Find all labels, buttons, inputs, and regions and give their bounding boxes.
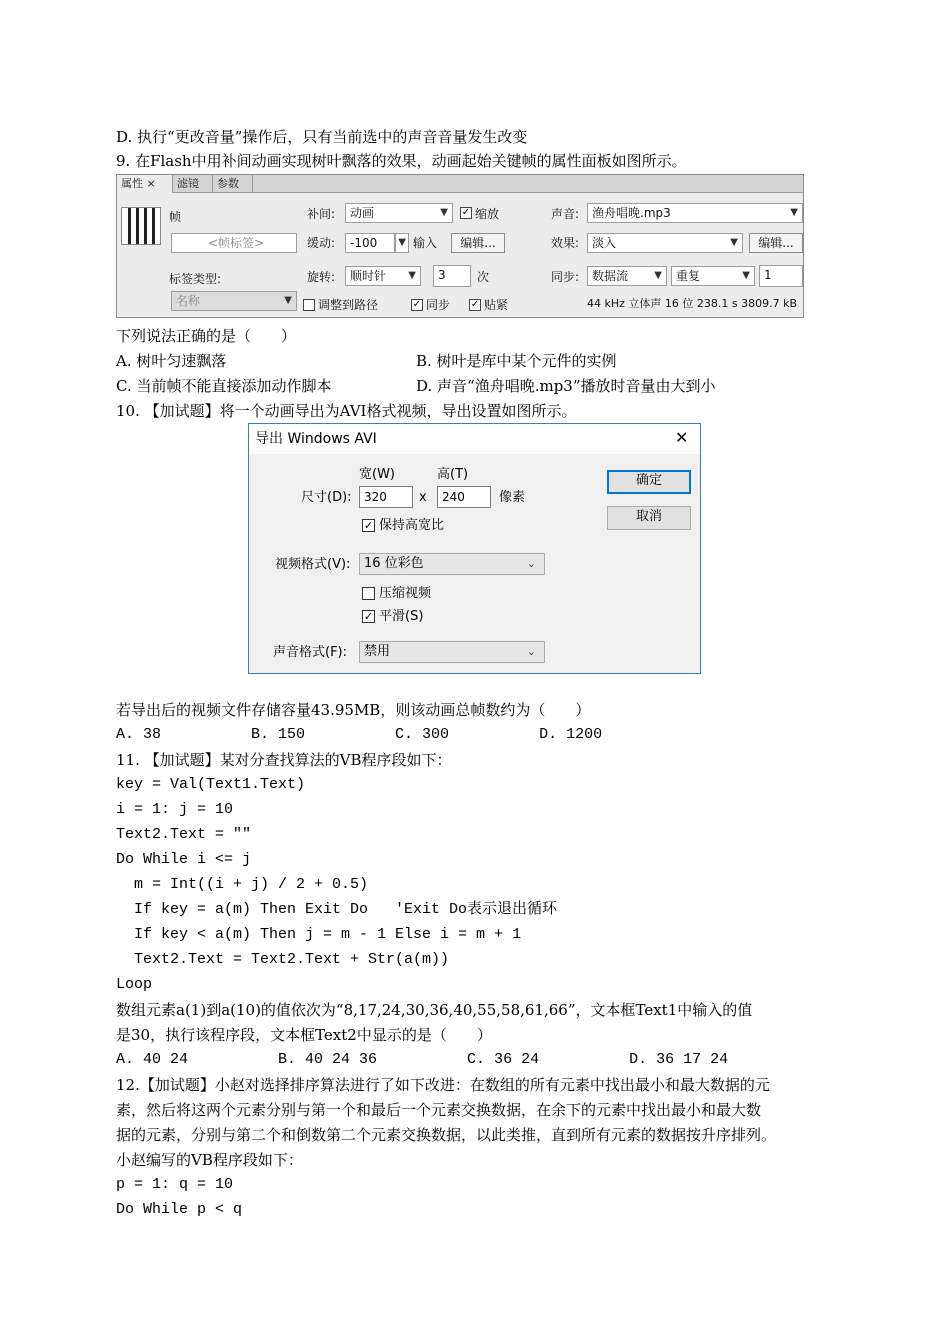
chevron-down-icon: ▼ xyxy=(440,207,448,218)
repeat-select[interactable] xyxy=(671,266,755,286)
q9-option-c: C. 当前帧不能直接添加动作脚本 xyxy=(116,377,332,395)
tween-label: 补间: xyxy=(307,207,336,221)
height-input[interactable]: 240 xyxy=(437,486,491,508)
ease-edit-button[interactable]: 编辑... xyxy=(451,233,505,253)
q11-array-text: 数组元素a(1)到a(10)的值依次为“8,17,24,30,36,40,55,58,61,66”，文本框Text1中输入的值 xyxy=(116,1001,753,1019)
effect-select[interactable] xyxy=(587,233,743,253)
sound-info: 44 kHz 立体声 16 位 238.1 s 3809.7 kB xyxy=(587,297,798,310)
sync-label: 同步 xyxy=(426,298,451,312)
ease-dropdown[interactable] xyxy=(395,233,409,253)
height-label: 高(T) xyxy=(437,467,469,482)
rotate-label: 旋转: xyxy=(307,270,336,284)
chevron-down-icon: ⌄ xyxy=(526,557,536,570)
effect-label: 效果: xyxy=(551,236,580,250)
frame-name-input[interactable]: <帧标签> xyxy=(171,233,297,253)
q9-option-d: D. 声音“渔舟唱晚.mp3”播放时音量由大到小 xyxy=(416,377,716,395)
effect-value: 淡入 xyxy=(592,236,617,250)
sync-checkbox[interactable]: ✓ xyxy=(412,299,422,310)
code-line: Do While p < q xyxy=(116,1201,243,1218)
q11-options: A. 40 24 B. 40 24 36 C. 36 24 D. 36 17 24 xyxy=(116,1051,729,1068)
size-x: x xyxy=(419,490,427,505)
video-format-select[interactable] xyxy=(359,553,545,575)
sound-label: 声音: xyxy=(551,207,580,221)
chevron-down-icon: ⌄ xyxy=(526,645,536,658)
chevron-down-icon: ▼ xyxy=(398,237,406,248)
cancel-button[interactable]: 取消 xyxy=(607,506,691,530)
sound-format-label: 声音格式(F): xyxy=(273,645,348,660)
video-format-value: 16 位彩色 xyxy=(364,556,424,571)
width-input[interactable]: 320 xyxy=(359,486,413,508)
sync-mode-select[interactable] xyxy=(587,266,667,286)
q11-prompt: 是30，执行该程序段，文本框Text2中显示的是（ ） xyxy=(116,1026,492,1044)
code-line: Loop xyxy=(116,976,153,993)
question-12-text: 据的元素，分别与第二个和倒数第二个元素交换数据，以此类推，直到所有元素的数据按升序排列。 xyxy=(116,1126,777,1144)
snap-checkbox[interactable]: ✓ xyxy=(470,299,480,310)
rotate-times-input[interactable]: 3 xyxy=(433,265,471,287)
code-line: If key < a(m) Then j = m - 1 Else i = m + 1 xyxy=(116,926,522,943)
sound-select[interactable] xyxy=(587,203,803,223)
question-12-stem: 12.【加试题】小赵对选择排序算法进行了如下改进：在数组的所有元素中找出最小和最大数据的元 xyxy=(116,1076,770,1094)
question-12-text: 小赵编写的VB程序段如下： xyxy=(116,1151,303,1169)
ease-label: 缓动: xyxy=(307,236,336,250)
question-9-stem: 9. 在Flash中用补间动画实现树叶飘落的效果，动画起始关键帧的属性面板如图所示。 xyxy=(116,152,687,170)
question-12-text: 素，然后将这两个元素分别与第一个和最后一个元素交换数据，在余下的元素中找出最小和最大数 xyxy=(116,1101,762,1119)
chevron-down-icon: ▼ xyxy=(790,207,798,218)
tween-value: 动画 xyxy=(350,206,375,220)
dialog-title: 导出 Windows AVI xyxy=(255,431,377,447)
label-type-value: 名称 xyxy=(176,294,201,308)
sound-format-value: 禁用 xyxy=(364,644,391,659)
orient-path-label: 调整到路径 xyxy=(318,298,379,312)
compress-label: 压缩视频 xyxy=(379,586,432,601)
code-line: key = Val(Text1.Text) xyxy=(116,776,306,793)
chevron-down-icon: ▼ xyxy=(730,237,738,248)
code-line: i = 1: j = 10 xyxy=(116,801,234,818)
chevron-down-icon: ▼ xyxy=(742,270,750,281)
export-avi-dialog xyxy=(248,423,701,674)
code-line: p = 1: q = 10 xyxy=(116,1176,234,1193)
chevron-down-icon: ▼ xyxy=(654,270,662,281)
tab-properties[interactable]: 属性 × xyxy=(117,175,173,193)
frame-icon xyxy=(121,207,161,245)
code-line: Do While i <= j xyxy=(116,851,252,868)
rotate-value: 顺时针 xyxy=(350,269,387,283)
q9-option-a: A. 树叶匀速飘落 xyxy=(116,352,227,370)
panel-tabs xyxy=(117,175,803,193)
times-unit: 次 xyxy=(477,270,490,284)
keep-ratio-label: 保持高宽比 xyxy=(379,518,445,533)
keep-ratio-checkbox[interactable]: ✓ xyxy=(363,519,374,532)
q10-prompt: 若导出后的视频文件存储容量43.95MB，则该动画总帧数约为（ ） xyxy=(116,701,591,719)
ok-button[interactable]: 确定 xyxy=(607,470,691,494)
flash-property-panel xyxy=(116,174,804,318)
code-line: m = Int((i + j) / 2 + 0.5) xyxy=(116,876,369,893)
video-format-label: 视频格式(V): xyxy=(275,557,351,572)
sync-mode-label: 同步: xyxy=(551,270,580,284)
chevron-down-icon: ▼ xyxy=(284,295,292,306)
repeat-count-input[interactable]: 1 xyxy=(759,265,803,287)
frame-label: 帧 xyxy=(169,210,182,224)
code-line: If key = a(m) Then Exit Do 'Exit Do表示退出循环 xyxy=(116,901,558,918)
code-line: Text2.Text = Text2.Text + Str(a(m)) xyxy=(116,951,450,968)
sound-format-select[interactable] xyxy=(359,641,545,663)
code-line: Text2.Text = "" xyxy=(116,826,252,843)
repeat-value: 重复 xyxy=(676,269,701,283)
label-type-label: 标签类型: xyxy=(169,272,222,286)
sound-value: 渔舟唱晚.mp3 xyxy=(592,206,671,220)
sync-mode-value: 数据流 xyxy=(592,269,629,283)
size-label: 尺寸(D): xyxy=(301,490,352,505)
smooth-label: 平滑(S) xyxy=(379,609,424,624)
scale-label: 缩放 xyxy=(475,207,500,221)
effect-edit-button[interactable]: 编辑... xyxy=(749,233,803,253)
ease-input-label: 输入 xyxy=(413,236,438,250)
smooth-checkbox[interactable]: ✓ xyxy=(363,610,374,623)
snap-label: 贴紧 xyxy=(484,298,509,312)
pixel-unit: 像素 xyxy=(499,490,526,505)
scale-checkbox[interactable]: ✓ xyxy=(461,207,471,218)
question-11-stem: 11. 【加试题】某对分查找算法的VB程序段如下： xyxy=(116,751,452,769)
tab-parameters[interactable]: 参数 xyxy=(213,175,253,193)
tab-filters[interactable]: 滤镜 xyxy=(173,175,213,193)
q10-options: A. 38 B. 150 C. 300 D. 1200 xyxy=(116,726,603,743)
q9-prompt: 下列说法正确的是（ ） xyxy=(116,327,297,345)
label-type-select[interactable] xyxy=(171,291,297,311)
rotate-select[interactable] xyxy=(345,266,421,286)
chevron-down-icon: ▼ xyxy=(408,270,416,281)
ease-input[interactable]: -100 xyxy=(345,233,395,253)
question-10-stem: 10. 【加试题】将一个动画导出为AVI格式视频，导出设置如图所示。 xyxy=(116,402,577,420)
orient-path-checkbox[interactable] xyxy=(303,299,315,311)
close-icon[interactable]: ✕ xyxy=(675,428,689,447)
q9-option-b: B. 树叶是库中某个元件的实例 xyxy=(416,352,617,370)
dialog-titlebar xyxy=(249,424,700,454)
width-label: 宽(W) xyxy=(359,467,395,482)
option-d-q8: D. 执行“更改音量”操作后，只有当前选中的声音音量发生改变 xyxy=(116,128,528,146)
compress-checkbox[interactable] xyxy=(362,587,375,600)
tween-select[interactable] xyxy=(345,203,453,223)
